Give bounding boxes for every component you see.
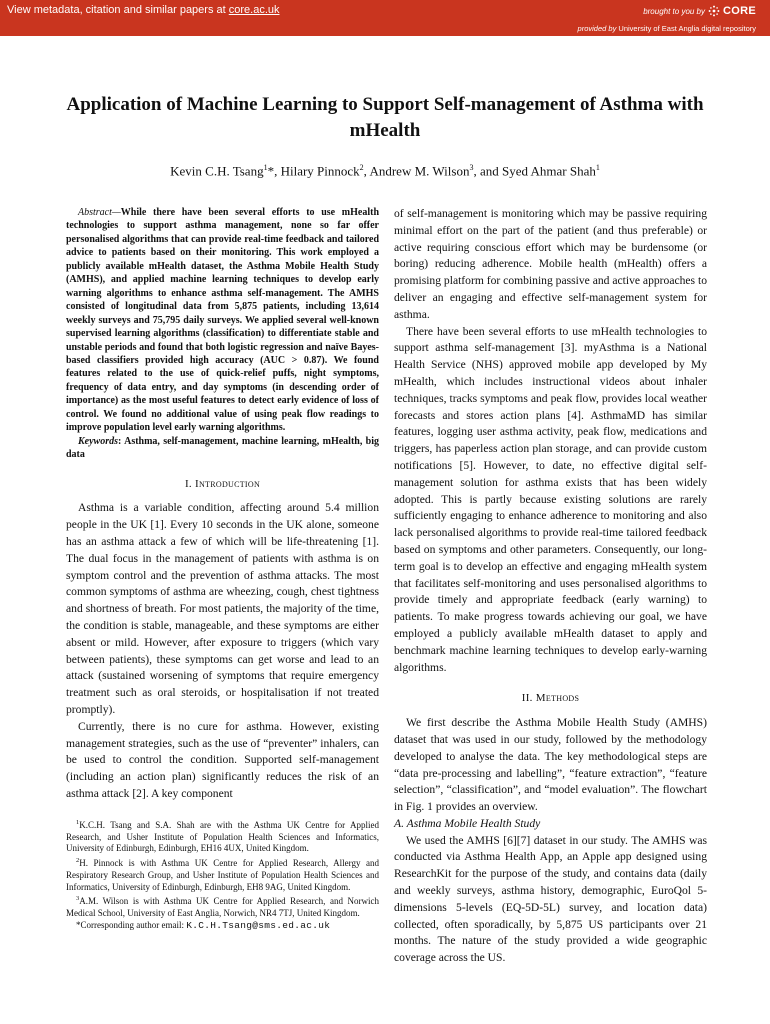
author-separator: *,	[267, 163, 281, 179]
section-heading-introduction	[66, 476, 379, 493]
footnote	[66, 855, 379, 893]
author-affiliation-sup: 2	[359, 163, 364, 172]
core-logo-text[interactable]: CORE	[723, 5, 756, 17]
metadata-text: View metadata, citation and similar papers at	[7, 4, 229, 16]
keywords-label: Keywords	[78, 435, 118, 447]
body-paragraph: There have been several efforts to use mHealth technologies to support asthma self-management [3]. myAsthma is a National Health Service (NHS) approved mobile app developed by My mHealth, which includes instructional videos about inhaler techniques, tracks symptoms and peak flow, provides local weather forecasts and stores action plans [4]. AsthmaMD has similar features, logging user asthma activity, peak flow, medications and triggers, has paperless action plan storage, and can provide custom notifications [5]. However, to date, no effective digital self-management solution for asthma exists that has been widely adopted. This is partly because existing solutions are rarely sufficiently engaging to enhance adherence to monitoring and also lack personalised algorithms to provide real-time tailored feedback based on symptoms and other parameters. Consequently, our long-term goal is to develop an effective and engaging mHealth system that facilitates self-monitoring and uses personalised algorithms to provide timely and appropriate feedback (early warning) to patients. To make progress towards achieving our goal, we have employed a publicly available mHealth dataset to apply and benchmark machine learning techniques to develop early-warning algorithms.	[394, 324, 707, 674]
footnote-marker: 1	[76, 819, 80, 826]
abstract-label: Abstract	[78, 207, 112, 218]
author-affiliation-sup: 1	[595, 163, 600, 172]
corresponding-author	[66, 920, 379, 932]
corresponding-label: *Corresponding author email:	[76, 919, 187, 930]
section-title: Methods	[535, 692, 580, 705]
body-paragraph: We used the AMHS [6][7] dataset in our study. The AMHS was conducted via Asthma Health App, an Apple app designed using ResearchKit for the purpose of the study, and contains data (daily and weekly surveys, asthma history, demographic, EuroQol 5-dimensions 5-levels (EQ-5D-5L) survey, and location data) collected, often sporadically, by 5,875 US participants over 21 months. The nature of the study provided a wide geographic coverage across the US.	[394, 833, 707, 965]
section-number: II.	[521, 692, 533, 705]
footnote-marker: 3	[76, 895, 80, 903]
author-name: Syed Ahmar Shah	[501, 163, 596, 179]
footnote-text: A.M. Wilson is with Asthma UK Centre for Applied Research, and Norwich Medical School, University of East Anglia, Norwich, NR4 7TJ, United Kingdom.	[66, 896, 379, 918]
body-paragraph: Asthma is a variable condition, affecting around 5.4 million people in the UK [1]. Every 10 seconds in the UK alone, someone has an asthma attack a few of which will be life-threatening [1]. The dual focus in the management of patients with asthma is on symptom control and the prevention of asthma attacks. The most common symptoms of asthma are wheezing, cough, chest tightness and shortness of breath. For most patients, the majority of the time, the condition is stable, manageable, and these symptoms are either absent or mild. However, after exposure to triggers (which vary between patients), these symptoms can get worse and lead to an attack (sustained worsening of symptoms that require emergency treatment such as oral steroids, or hospitalisation if not treated promptly).	[66, 501, 379, 716]
author-separator: , and	[473, 163, 502, 179]
author-name: Kevin C.H. Tsang	[170, 163, 264, 179]
core-link[interactable]: core.ac.uk	[228, 4, 280, 16]
provided-prefix: provided by	[577, 24, 617, 33]
core-logo-icon	[708, 5, 720, 17]
brought-by	[643, 5, 756, 17]
footnotes	[66, 817, 379, 931]
keywords-text: : Asthma, self-management, machine learning, mHealth, big data	[66, 435, 379, 461]
body-paragraph: We first describe the Asthma Mobile Health Study (AMHS) dataset that was used in our study, followed by the methodology developed to analyse the data. The key methodological steps are “data pre-processing and labelling”, “feature extraction”, “feature selection”, “classification”, and “model evaluation”. The flowchart in Fig. 1 provides an overview.	[394, 716, 707, 814]
author-list	[40, 163, 730, 179]
section-heading-methods	[394, 690, 707, 707]
footnote	[66, 817, 379, 855]
abstract	[66, 206, 379, 435]
core-banner	[0, 0, 770, 36]
keywords	[66, 435, 379, 462]
author-separator: ,	[363, 163, 370, 179]
author-name: Hilary Pinnock	[280, 163, 360, 179]
paper-title: Application of Machine Learning to Support Self-management of Asthma with mHealth	[66, 94, 704, 141]
right-column	[394, 206, 707, 967]
subsection-heading: A. Asthma Mobile Health Study	[394, 816, 541, 830]
section-number: I.	[184, 477, 192, 490]
abstract-dash: —	[111, 207, 121, 218]
footnote-text: H. Pinnock is with Asthma UK Centre for Applied Research, Allergy and Respiratory Research Group, and Usher Institute of Population Health Sciences and Informatics, University of Edinburgh, Edinburgh, EH8 9AG, United Kingdom.	[66, 858, 379, 892]
author-affiliation-sup: 1	[263, 163, 268, 172]
body-paragraph: Currently, there is no cure for asthma. However, existing management strategies, such as the use of “preventer” inhalers, can be used to control the condition. Supported self-management (including an action plan) significantly reduces the risk of an asthma attack [2]. A key component	[66, 719, 379, 800]
author-name: Andrew M. Wilson	[369, 163, 470, 179]
abstract-text: While there have been several efforts to use mHealth technologies to support asthma management, none so far offer personalised algorithms that can provide real-time feedback and tailored advice to patients based on their monitoring. This work employed a publicly available mHealth dataset, the Asthma Mobile Health Study (AMHS), and applied machine learning techniques to develop early warning algorithms to enhance asthma self-management. The AMHS consisted of longitudinal data from 5,875 patients, including 13,614 weekly surveys and 75,795 daily surveys. We applied several well-known supervised learning algorithms (classification) to differentiate stable and unstable periods and found that both logistic regression and naïve Bayes-based classifiers provided high accuracy (AUC > 0.87). We found features related to the use of quick-relief puffs, night symptoms, frequency of data entry, and day symptoms (in descending order of importance) as the most useful features to detect early evidence of loss of control. We found no additional value of using peak flow readings to improve population level early warning algorithms.	[66, 207, 379, 434]
footnote-text: K.C.H. Tsang and S.A. Shah are with the Asthma UK Centre for Applied Research, and Usher Institute of Population Health Sciences and Informatics, University of Edinburgh, Edinburgh, EH16 4UX, United Kingdom.	[66, 820, 379, 854]
author-affiliation-sup: 3	[469, 163, 474, 172]
provided-source[interactable]: University of East Anglia digital repository	[618, 24, 756, 33]
provided-by	[578, 24, 756, 33]
corresponding-email[interactable]: K.C.H.Tsang@sms.ed.ac.uk	[186, 919, 331, 931]
left-column	[66, 206, 379, 803]
section-title: Introduction	[195, 477, 261, 490]
footnote-marker: 2	[76, 857, 80, 865]
metadata-notice	[7, 4, 280, 16]
body-paragraph: of self-management is monitoring which may be passive requiring minimal effort on the part of the patient (and thus preferable) or active requiring conscious effort which may be burdensome (or boring) reducing adherence. Mobile health (mHealth) offers a promising platform for combining passive and active approaches to deliver an engaging and effective self-management system for asthma.	[394, 207, 707, 321]
footnote	[66, 893, 379, 919]
brought-by-text: brought to you by	[643, 6, 706, 16]
